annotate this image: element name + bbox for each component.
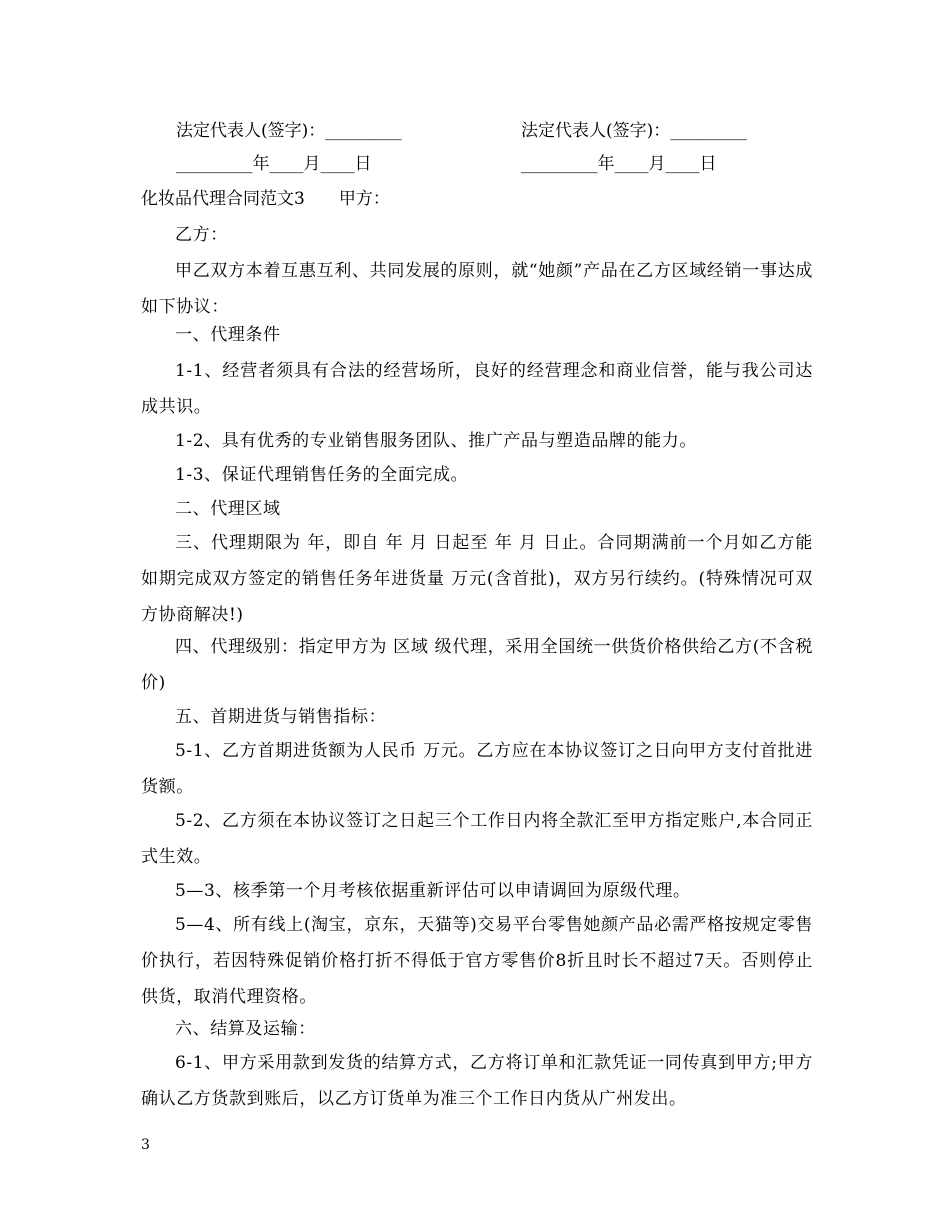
page-number: 3 — [141, 1137, 150, 1153]
paragraph: 一、代理条件 — [175, 325, 281, 345]
paragraph: 5-2、乙方须在本协议签订之日起三个工作日内将全款汇至甲方指定账户,本合同正式生效。 — [141, 811, 813, 867]
paragraph: 甲乙双方本着互惠互利、共同发展的原则，就“她颜”产品在乙方区域经销一事达成如下协议： — [141, 261, 813, 317]
paragraph: 1-3、保证代理销售任务的全面完成。 — [175, 465, 469, 485]
signature-left: 法定代表人(签字)：_________ — [176, 121, 402, 141]
date-right: _________年____月____日 — [521, 154, 717, 174]
document-heading: 化妆品代理合同范文3 甲方： — [141, 189, 390, 209]
paragraph: 1-1、经营者须具有合法的经营场所，良好的经营理念和商业信誉，能与我公司达成共识。 — [141, 361, 813, 417]
paragraph: 六、结算及运输： — [175, 1019, 316, 1039]
paragraph: 1-2、具有优秀的专业销售服务团队、推广产品与塑造品牌的能力。 — [175, 431, 697, 451]
date-row — [176, 152, 796, 176]
date-left: _________年____月____日 — [176, 154, 372, 174]
paragraph: 五、首期进货与销售指标： — [175, 707, 387, 727]
paragraph: 5—3、核季第一个月考核依据重新评估可以申请调回为原级代理。 — [175, 881, 691, 901]
paragraph: 二、代理区域 — [175, 499, 281, 519]
paragraph: 四、代理级别：指定甲方为 区域 级代理，采用全国统一供货价格供给乙方(不含税价) — [141, 637, 813, 693]
paragraph: 5—4、所有线上(淘宝，京东，天猫等)交易平台零售她颜产品必需严格按规定零售价执行，若因特殊促销价格打折不得低于官方零售价8折且时长不超过7天。否则停止供货，取消代理资格。 — [141, 915, 813, 1007]
paragraph: 5-1、乙方首期进货额为人民币 万元。乙方应在本协议签订之日向甲方支付首批进货额。 — [141, 741, 813, 797]
signature-right: 法定代表人(签字)：_________ — [521, 121, 747, 141]
paragraph: 6-1、甲方采用款到发货的结算方式，乙方将订单和汇款凭证一同传真到甲方;甲方确认乙方货款到账后，以乙方订货单为准三个工作日内货从广州发出。 — [141, 1053, 813, 1109]
signature-row-1 — [176, 119, 796, 143]
paragraph: 三、代理期限为 年，即自 年 月 日起至 年 月 日止。合同期满前一个月如乙方能如期完成双方签定的销售任务年进货量 万元(含首批)，双方另行续约。(特殊情况可双方协商解决!) — [141, 533, 813, 625]
paragraph: 乙方： — [175, 225, 228, 245]
